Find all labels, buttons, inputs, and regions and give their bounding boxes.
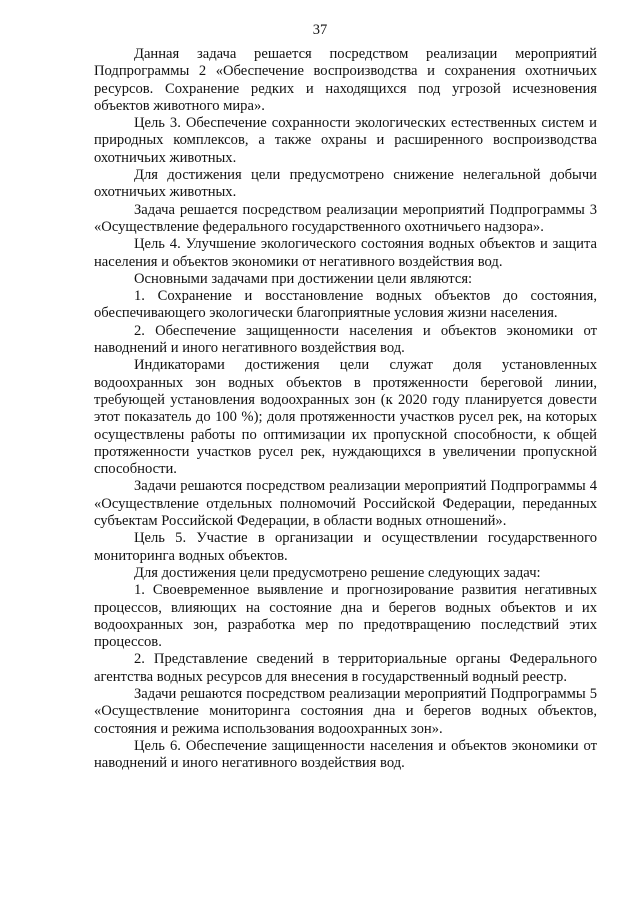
paragraph-goal-4-indicators: Индикаторами достижения цели служат доля установленных водоохранных зон водных объектов в протяженности береговой линии, требующей установления водоохранных зон (к 2020 году планируется довести этот показатель до 100 %); доля протяженности участков русел рек, на которых осуществлены работы по оптимизации их пропускной способности, к общей протяженности участков русел рек, нуждающихся в увеличении пропускной способности. xyxy=(94,357,597,478)
paragraph-goal-3: Цель 3. Обеспечение сохранности экологических естественных систем и природных комплексов, а также охраны и расширенного воспроизводства охотничьих животных. xyxy=(94,115,597,166)
paragraph-goal-4-task-1: 1. Сохранение и восстановление водных объектов до состояния, обеспечивающего экологически благоприятные условия жизни населения. xyxy=(94,288,597,322)
paragraph-goal-3-means: Для достижения цели предусмотрено снижение нелегальной добычи охотничьих животных. xyxy=(94,167,597,201)
paragraph-goal-5-task-1: 1. Своевременное выявление и прогнозирование развития негативных процессов, влияющих на состояние дна и берегов водных объектов и их водоохранных зон, разработка мер по предотвращению последствий этих процессов. xyxy=(94,582,597,651)
paragraph-goal-4-task-2: 2. Обеспечение защищенности населения и объектов экономики от наводнений и иного негативного воздействия вод. xyxy=(94,322,597,357)
paragraph-task-subprogram-3: Задача решается посредством реализации мероприятий Подпрограммы 3 «Осуществление федерального государственного охотничьего надзора». xyxy=(94,201,597,235)
paragraph-goal-5-task-2: 2. Представление сведений в территориальные органы Федерального агентства водных ресурсов для внесения в государственный водный реестр. xyxy=(94,651,597,685)
paragraph-goal-6: Цель 6. Обеспечение защищенности населения и объектов экономики от наводнений и иного негативного воздействия вод. xyxy=(94,737,597,772)
paragraph-task-subprogram-5: Задачи решаются посредством реализации мероприятий Подпрограммы 5 «Осуществление мониторинга состояния дна и берегов водных объектов, состояния и режима использования водоохранных зон». xyxy=(94,685,597,737)
paragraph-goal-5: Цель 5. Участие в организации и осуществлении государственного мониторинга водных объектов. xyxy=(94,530,597,564)
paragraph-task-subprogram-2: Данная задача решается посредством реализации мероприятий Подпрограммы 2 «Обеспечение воспроизводства и сохранения охотничьих ресурсов. Сохранение редких и находящихся под угрозой исчезновения объектов животного мира». xyxy=(94,46,597,114)
paragraph-goal-4-tasks-intro: Основными задачами при достижении цели являются: xyxy=(134,270,473,287)
document-body xyxy=(94,46,597,772)
paragraph-goal-4: Цель 4. Улучшение экологического состояния водных объектов и защита населения и объектов экономики от негативного воздействия вод. xyxy=(94,236,597,270)
paragraph-goal-5-tasks-intro: Для достижения цели предусмотрено решение следующих задач: xyxy=(134,564,541,581)
paragraph-task-subprogram-4: Задачи решаются посредством реализации мероприятий Подпрограммы 4 «Осуществление отдельных полномочий Российской Федерации, переданных субъектам Российской Федерации, в области водных отношений». xyxy=(94,478,597,530)
page-number: 37 xyxy=(312,22,328,38)
